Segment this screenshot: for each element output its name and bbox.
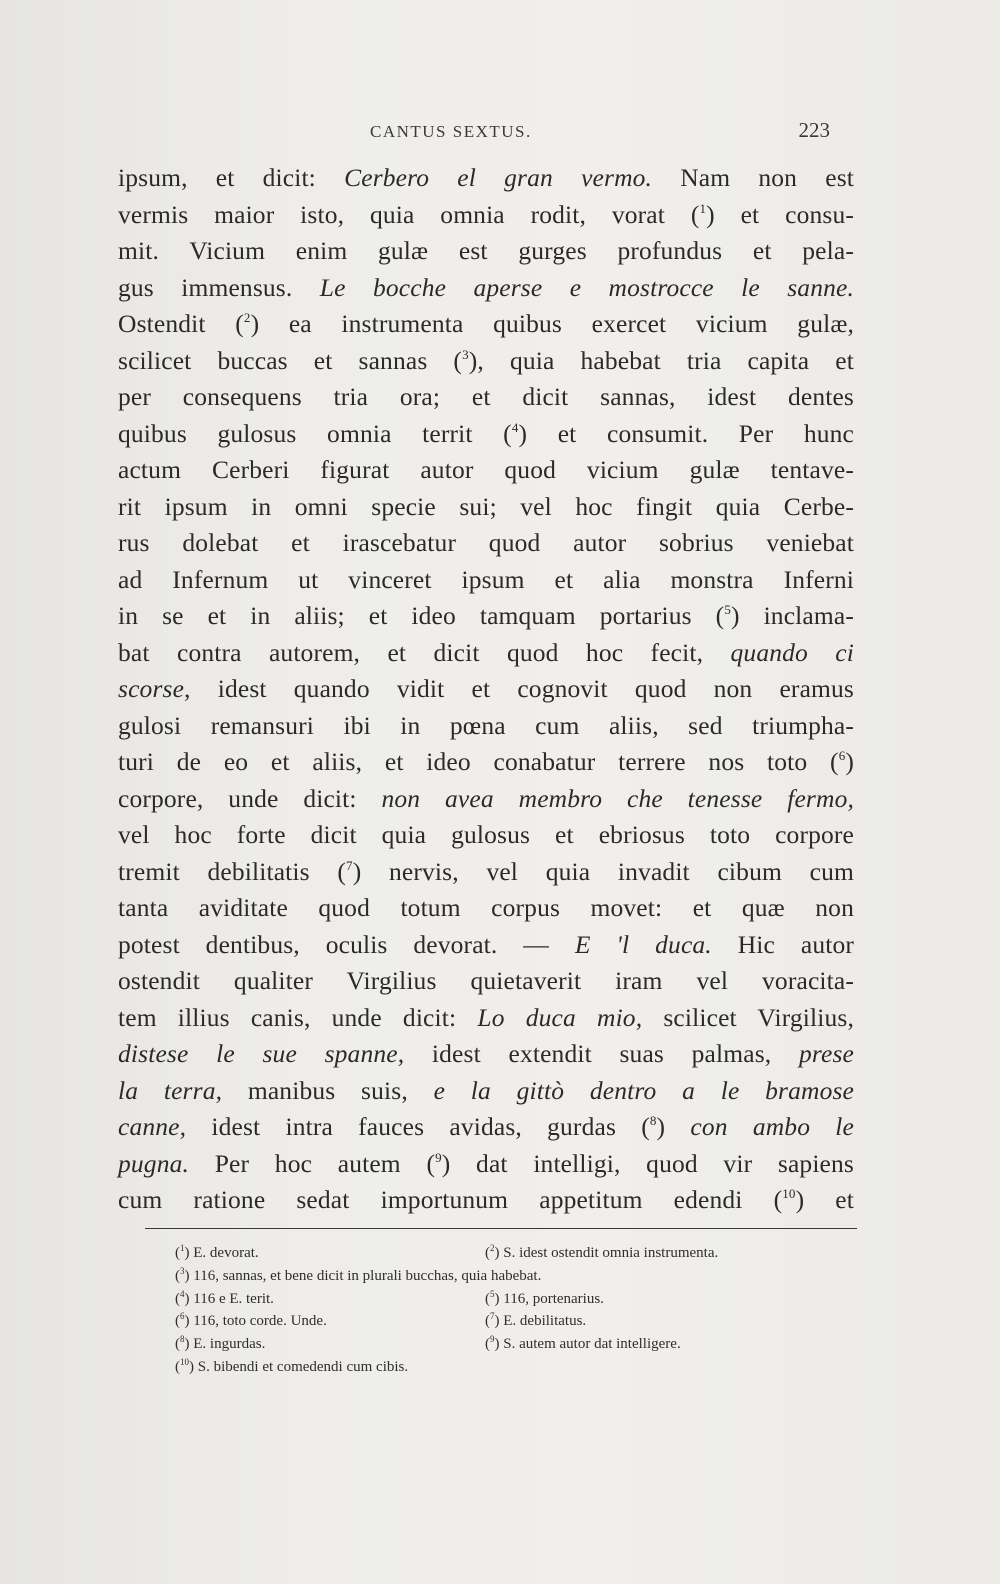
footnote-text: 116, portenarius. [503, 1290, 604, 1307]
text-run: vermis maior isto, quia omnia rodit, vorat ( [118, 199, 700, 229]
text-line [118, 233, 854, 270]
italic-quotation: la terra, [118, 1075, 223, 1105]
italic-quotation: distese le sue spanne, [118, 1039, 405, 1068]
footnote-marker: ($^8$) [175, 1334, 194, 1353]
text-line [118, 197, 854, 234]
text-run: Per hoc autem ( [189, 1148, 436, 1178]
text-run: scilicet Virgilius, [642, 1002, 854, 1032]
text-line [118, 708, 854, 745]
text-run: tem illius canis, unde dicit: [118, 1002, 478, 1032]
text-run: ipsum, et dicit: [118, 163, 345, 192]
text-run: ) dat intelligi, quod vir sapiens [441, 1148, 854, 1178]
text-run: manibus suis, [222, 1075, 434, 1105]
text-line [118, 525, 854, 562]
text-run: ) et consumit. Per hunc [518, 418, 855, 448]
text-run: Ostendit ( [118, 309, 244, 338]
text-run: in se et in aliis; et ideo tamquam portarius ( [118, 601, 725, 630]
italic-quotation: prese [798, 1039, 855, 1068]
text-line [118, 489, 854, 526]
footnote-reference: 3 [462, 346, 469, 362]
text-line [118, 160, 854, 197]
text-run: tanta aviditate quod totum corpus movet: et quæ non [118, 893, 854, 922]
footnote-text: 116, toto corde. Unde. [193, 1313, 327, 1330]
footnote-row [175, 1288, 855, 1311]
italic-quotation: pugna. [118, 1148, 190, 1178]
text-line [118, 416, 854, 453]
footnote-entry [175, 1265, 541, 1288]
footnote-marker: ($^2$) [485, 1243, 504, 1261]
text-run: per consequens tria ora; et dicit sannas, idest dentes [118, 382, 854, 411]
text-line [118, 306, 854, 343]
text-run: bat contra autorem, et dicit quod hoc fecit, [118, 637, 731, 667]
footnote-row [175, 1242, 855, 1265]
main-text [118, 160, 854, 1219]
footnote-number: 8 [180, 1334, 185, 1345]
footnote-reference: 10 [782, 1186, 796, 1201]
text-run: gulosi remansuri ibi in pœna cum aliis, sed triumpha- [118, 710, 854, 740]
footnote-row [175, 1310, 855, 1333]
text-run: idest extendit suas palmas, [404, 1039, 799, 1068]
footnote-number: 4 [180, 1288, 185, 1299]
text-line [118, 744, 854, 781]
footnote-number: 3 [180, 1265, 185, 1276]
footnote-reference: 4 [511, 419, 519, 435]
italic-quotation: quando ci [730, 637, 854, 667]
footnote-text: E. devorat. [193, 1245, 259, 1261]
italic-quotation: canne, [118, 1112, 187, 1141]
italic-quotation: non avea membro che tenesse fermo, [381, 783, 854, 813]
text-line [118, 927, 854, 964]
footnote-reference: 2 [243, 310, 251, 325]
italic-quotation: Le bocche aperse e mostrocce le sanne. [319, 272, 854, 302]
text-run: rus dolebat et irascebatur quod autor sobrius veniebat [118, 528, 854, 557]
text-run: ) et consu- [706, 199, 854, 229]
text-line [118, 1109, 854, 1146]
text-line [118, 1036, 854, 1073]
text-line [118, 1182, 854, 1219]
italic-quotation: e la gittò dentro a le bramose [433, 1075, 855, 1105]
text-line [118, 452, 854, 489]
footnote-number: 10 [180, 1356, 189, 1367]
italic-quotation: con ambo le [690, 1112, 854, 1141]
text-run: ostendit qualiter Virgilius quietaverit iram vel voracita- [118, 966, 854, 995]
footnote-text: S. bibendi et comedendi cum cibis. [197, 1358, 409, 1375]
text-run: gus immensus. [118, 272, 320, 302]
footnote-marker: ($^3$) [175, 1265, 194, 1284]
text-run: ) [656, 1112, 691, 1141]
italic-quotation: scorse, [118, 674, 191, 703]
footnote-text: 116, sannas, et bene dicit in plurali bucchas, quia habebat. [193, 1267, 542, 1284]
text-run: vel hoc forte dicit quia gulosus et ebriosus toto corpore [118, 820, 854, 849]
footnote-marker: ($^7$) [485, 1311, 504, 1330]
italic-quotation: Lo duca mio, [477, 1002, 643, 1032]
footnote-reference: 9 [435, 1149, 442, 1165]
text-run: idest quando vidit et cognovit quod non eramus [190, 674, 854, 703]
text-run: ), quia habebat tria capita et [468, 345, 854, 375]
footnote-entry [485, 1333, 681, 1356]
footnote-text: S. idest ostendit omnia instrumenta. [503, 1245, 719, 1261]
text-line [118, 343, 854, 380]
footnote-divider [145, 1228, 857, 1229]
footnote-entry [175, 1242, 259, 1265]
text-line [118, 817, 854, 854]
text-run: scilicet buccas et sannas ( [118, 345, 463, 375]
footnote-marker: ($^6$) [175, 1311, 194, 1330]
footnote-marker: ($^9$) [485, 1334, 504, 1353]
page-header [118, 118, 830, 148]
footnote-number: 7 [490, 1311, 495, 1322]
text-run: ad Infernum ut vinceret ipsum et alia monstra Inferni [118, 564, 854, 594]
footnote-reference: 5 [724, 602, 731, 617]
footnote-text: 116 e E. terit. [193, 1290, 274, 1307]
footnote-text: E. ingurdas. [193, 1336, 266, 1353]
footnote-entry [485, 1310, 586, 1333]
footnote-row [175, 1356, 855, 1379]
text-run: Hic autor [711, 929, 855, 959]
text-run: tremit debilitatis ( [118, 856, 347, 886]
footnote-entry [175, 1333, 265, 1356]
text-line [118, 1000, 854, 1037]
footnote-number: 6 [180, 1311, 185, 1322]
footnote-number: 1 [180, 1243, 185, 1253]
text-run: ) et [795, 1185, 854, 1214]
footnote-entry [485, 1242, 718, 1265]
italic-quotation: Cerbero el gran vermo. [344, 163, 653, 192]
text-run: potest dentibus, oculis devorat. — [118, 929, 575, 959]
footnotes [175, 1242, 855, 1379]
footnote-row [175, 1333, 855, 1356]
footnote-marker: ($^5$) [485, 1288, 504, 1307]
text-run: corpore, unde dicit: [118, 783, 382, 813]
text-run: ) nervis, vel quia invadit cibum cum [352, 856, 854, 886]
text-line [118, 1073, 854, 1110]
footnote-text: E. debilitatus. [503, 1313, 587, 1330]
footnote-entry [485, 1288, 604, 1311]
footnote-number: 9 [490, 1334, 495, 1345]
text-run: ) ea instrumenta quibus exercet vicium gulæ, [250, 309, 855, 338]
text-line [118, 1146, 854, 1183]
text-run: quibus gulosus omnia territ ( [118, 418, 512, 448]
running-head: CANTUS SEXTUS. [370, 122, 532, 141]
text-line [118, 598, 854, 635]
text-line [118, 671, 854, 708]
footnote-number: 2 [490, 1243, 495, 1253]
italic-quotation: E 'l duca. [574, 929, 712, 959]
text-run: Nam non est [652, 163, 855, 192]
text-line [118, 270, 854, 307]
page-number: 223 [798, 118, 830, 142]
text-line [118, 854, 854, 891]
footnote-entry [175, 1310, 327, 1333]
footnote-reference: 1 [699, 200, 707, 216]
footnote-marker: ($^4$) [175, 1288, 194, 1307]
footnote-reference: 7 [346, 857, 353, 873]
footnote-number: 5 [490, 1288, 495, 1299]
footnote-marker: ($^1$) [175, 1243, 194, 1261]
footnote-entry [175, 1288, 274, 1311]
text-run: rit ipsum in omni specie sui; vel hoc fingit quia Cerbe- [118, 491, 854, 521]
text-run: cum ratione sedat importunum appetitum edendi ( [118, 1185, 783, 1214]
text-line [118, 963, 854, 1000]
footnote-entry [175, 1356, 408, 1379]
text-line [118, 562, 854, 599]
footnote-text: S. autem autor dat intelligere. [503, 1336, 681, 1353]
footnote-reference: 6 [838, 748, 846, 763]
text-run: mit. Vicium enim gulæ est gurges profundus et pela- [118, 236, 854, 265]
footnote-reference: 8 [649, 1113, 657, 1128]
footnote-marker: ($^{10}$) [175, 1356, 198, 1375]
footnote-row [175, 1265, 855, 1288]
text-run: actum Cerberi figurat autor quod vicium gulæ tentave- [118, 455, 854, 484]
text-run: ) [845, 747, 854, 776]
text-line [118, 635, 854, 672]
text-line [118, 379, 854, 416]
text-run: idest intra fauces avidas, gurdas ( [186, 1112, 650, 1141]
text-run: ) inclama- [730, 601, 854, 630]
text-run: turi de eo et aliis, et ideo conabatur terrere nos toto ( [118, 747, 839, 776]
text-line [118, 781, 854, 818]
text-line [118, 890, 854, 927]
